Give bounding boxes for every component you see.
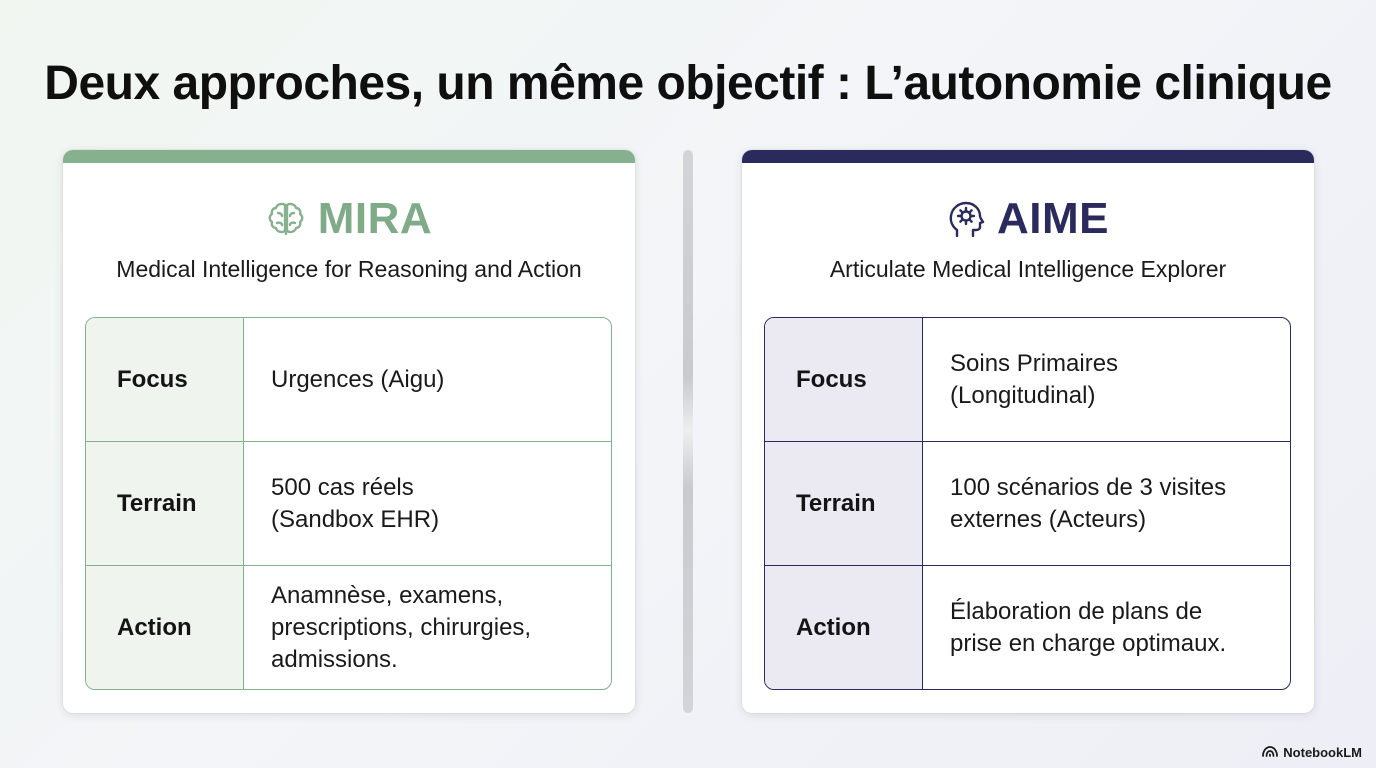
mira-name: MIRA [317,194,433,243]
mira-terrain-label: Terrain [86,442,244,566]
mira-terrain-value: 500 cas réels (Sandbox EHR) [244,442,611,566]
mira-focus-label: Focus [86,318,244,442]
page-title: Deux approches, un même objectif : L’autonomie clinique [44,57,1332,110]
head-gear-icon [947,199,985,239]
mira-subtitle: Medical Intelligence for Reasoning and Action [116,256,582,282]
aime-terrain-value: 100 scénarios de 3 visites externes (Acteurs) [923,442,1290,566]
mira-action-label: Action [86,566,244,689]
aime-focus-value: Soins Primaires (Longitudinal) [923,318,1290,442]
mira-header [63,194,635,244]
mira-table [85,317,612,690]
center-divider [683,150,693,713]
aime-terrain-label: Terrain [765,442,923,566]
brain-icon [266,199,306,239]
aime-card [742,150,1314,713]
brand-label: NotebookLM [1283,745,1362,760]
mira-focus-value: Urgences (Aigu) [244,318,611,442]
mira-accent-bar [63,150,635,163]
aime-table [764,317,1291,690]
aime-header [742,194,1314,244]
notebooklm-brand [1262,745,1362,760]
aime-name: AIME [997,194,1109,243]
aime-subtitle: Articulate Medical Intelligence Explorer [829,256,1227,282]
aime-focus-label: Focus [765,318,923,442]
aime-action-value: Élaboration de plans de prise en charge optimaux. [950,597,1227,657]
aime-action-label: Action [765,566,923,689]
notebooklm-logo-icon [1262,745,1278,760]
mira-action-value: Anamnèse, examens, prescriptions, chirurgies, admissions. [271,581,532,673]
aime-accent-bar [742,150,1314,163]
mira-card [63,150,635,713]
